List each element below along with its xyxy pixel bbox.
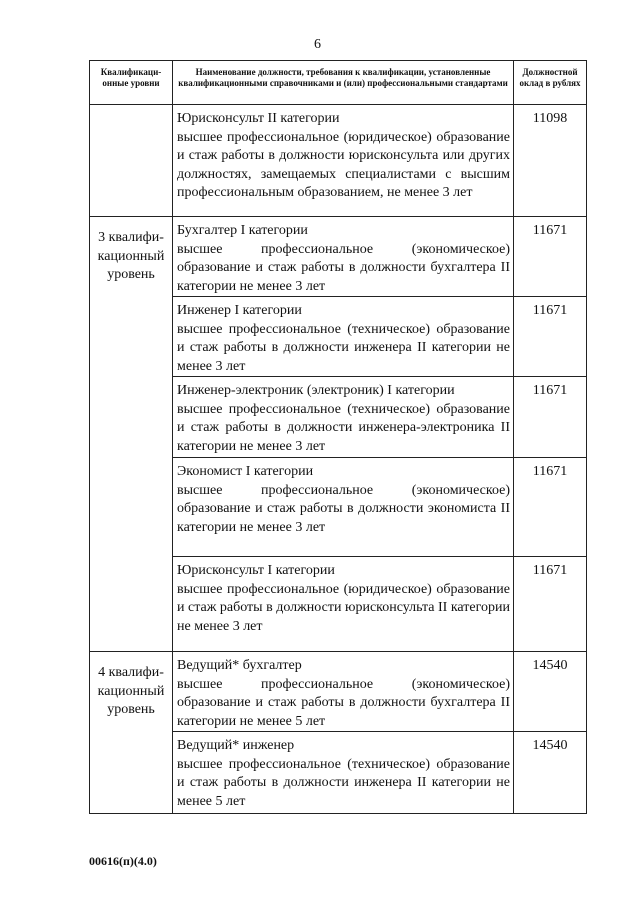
position-cell [173, 297, 514, 377]
salary-cell: 11671 [514, 217, 587, 297]
position-requirement: высшее профессиональное (юридическое) образование и стаж работы в должности юрисконсульта или других должностях, замещаемых специалистами с высшим профессиональным образованием, не менее 3 лет [177, 129, 510, 200]
position-cell [173, 458, 514, 557]
table-row [90, 217, 587, 297]
salary-cell: 11671 [514, 377, 587, 458]
position-cell [173, 377, 514, 458]
position-title: Экономист I категории [177, 464, 314, 479]
document-code: 00616(п)(4.0) [89, 854, 157, 868]
position-requirement: высшее профессиональное (юридическое) образование и стаж работы в должности юрисконсульта II категории не менее 3 лет [177, 581, 510, 634]
position-requirement: высшее профессиональное (экономическое) образование и стаж работы в должности бухгалтера II категории не менее 3 лет [177, 241, 510, 294]
position-cell [173, 105, 514, 217]
header-level: Квалификаци-онные уровни [90, 61, 173, 105]
position-title: Ведущий* бухгалтер [177, 658, 302, 673]
position-requirement: высшее профессиональное (экономическое) образование и стаж работы в должности бухгалтера II категории не менее 5 лет [177, 676, 510, 729]
position-title: Юрисконсульт II категории [177, 111, 340, 126]
salary-table [89, 60, 587, 814]
position-title: Инженер-электроник (электроник) I категории [177, 383, 455, 398]
position-cell [173, 557, 514, 652]
page-number: 6 [314, 37, 321, 52]
salary-cell: 11098 [514, 105, 587, 217]
position-requirement: высшее профессиональное (техническое) образование и стаж работы в должности инженера-электроника II категории не менее 3 лет [177, 401, 510, 454]
salary-cell: 11671 [514, 557, 587, 652]
header-position: Наименование должности, требования к квалификации, установленные квалификационными справочниками и (или) профессиональными стандартами [173, 61, 514, 105]
salary-cell: 14540 [514, 652, 587, 732]
level-cell-4: 4 квалифи-кационный уровень [90, 652, 173, 814]
position-title: Ведущий* инженер [177, 738, 295, 753]
position-requirement: высшее профессиональное (техническое) образование и стаж работы в должности инженера II категории не менее 5 лет [177, 756, 510, 809]
position-title: Инженер I категории [177, 303, 302, 318]
position-title: Бухгалтер I категории [177, 223, 308, 238]
table-header-row [90, 61, 587, 105]
salary-cell: 14540 [514, 732, 587, 814]
level-cell-3: 3 квалифи-кационный уровень [90, 217, 173, 652]
table-row [90, 105, 587, 217]
position-cell [173, 217, 514, 297]
position-requirement: высшее профессиональное (техническое) образование и стаж работы в должности инженера II категории не менее 3 лет [177, 321, 510, 374]
salary-cell: 11671 [514, 297, 587, 377]
position-requirement: высшее профессиональное (экономическое) образование и стаж работы в должности экономиста II категории не менее 3 лет [177, 482, 510, 535]
table-row [90, 652, 587, 732]
level-cell [90, 105, 173, 217]
position-cell [173, 652, 514, 732]
position-title: Юрисконсульт I категории [177, 563, 335, 578]
salary-cell: 11671 [514, 458, 587, 557]
position-cell [173, 732, 514, 814]
header-salary: Должностной оклад в рублях [514, 61, 587, 105]
